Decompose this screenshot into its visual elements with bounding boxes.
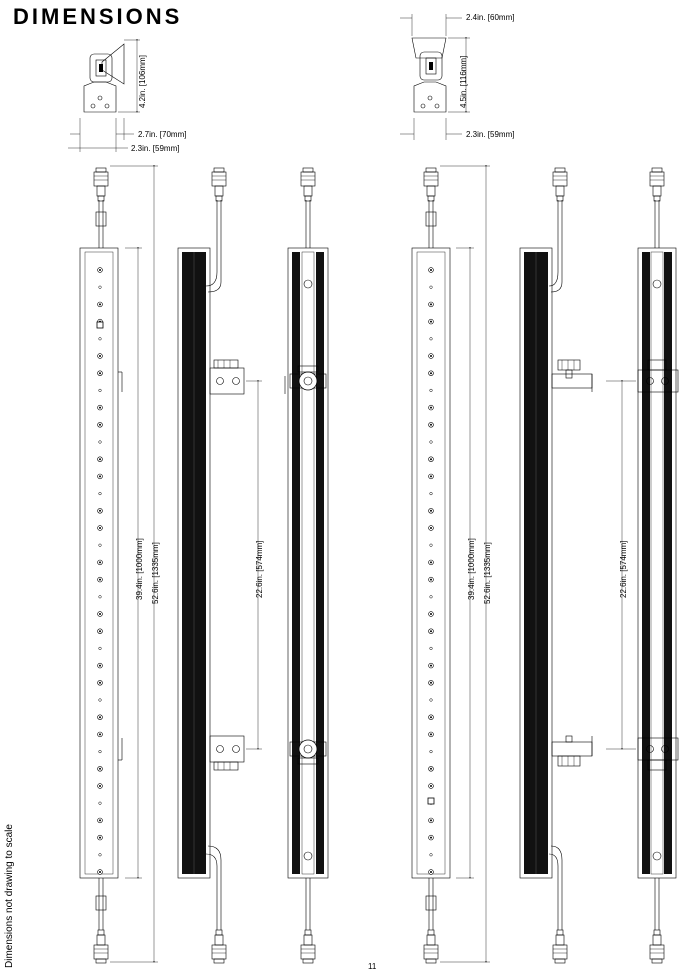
led-marker [99,544,102,547]
led-emitter [429,560,434,565]
left-body-length-label: 39.4in. [1000mm] [135,538,144,600]
right-bracket-height-label: 4.5in. [116mm] [459,55,468,108]
led-emitter [429,302,434,307]
led-marker [430,854,433,857]
led-marker [430,389,433,392]
led-emitter [98,457,103,462]
led-emitter [98,508,103,513]
right-front-view [412,168,450,963]
led-emitter [98,405,103,410]
left-bracket-spacing-label: 22.6in. [574mm] [255,540,264,598]
led-marker [430,699,433,702]
led-emitter [98,818,103,823]
led-emitter [429,629,434,634]
left-back-view [285,168,328,963]
led-emitter [429,715,434,720]
right-bracket-spacing-label: 22.6in. [574mm] [619,540,628,598]
left-total-length-label: 52.6in. [1335mm] [151,542,160,604]
led-emitter [429,663,434,668]
led-marker [99,441,102,444]
led-emitter [429,818,434,823]
right-total-length-label: 52.6in. [1335mm] [483,542,492,604]
led-emitter [98,474,103,479]
led-emitter [429,422,434,427]
led-emitter [98,870,103,875]
page-number: 11 [368,962,377,971]
left-front-view [80,168,122,963]
led-marker [430,750,433,753]
led-emitter [98,784,103,789]
led-emitter [429,508,434,513]
led-emitter [98,560,103,565]
right-back-view [638,168,678,963]
led-marker [99,596,102,599]
led-marker [430,286,433,289]
led-emitter [429,577,434,582]
led-emitter [98,302,103,307]
led-marker [99,802,102,805]
led-marker [99,647,102,650]
right-bracket-top-label: 2.4in. [60mm] [466,13,515,22]
led-emitter [429,371,434,376]
led-marker [99,750,102,753]
led-emitter [429,835,434,840]
led-marker [430,492,433,495]
left-bracket-height-label: 4.2in. [106mm] [138,55,147,108]
led-marker [430,596,433,599]
right-body-length-label: 39.4in. [1000mm] [467,538,476,600]
led-emitter [429,474,434,479]
led-emitter [98,766,103,771]
led-marker [99,338,102,341]
led-emitter [98,663,103,668]
led-marker [99,389,102,392]
left-bracket-depth-label: 2.7in. [70mm] [138,130,187,139]
led-emitter [98,612,103,617]
led-marker [430,441,433,444]
right-bracket-width-label: 2.3in. [59mm] [466,130,515,139]
led-emitter [429,405,434,410]
led-emitter [98,371,103,376]
left-side-view [178,168,244,963]
led-emitter [98,268,103,273]
led-emitter [429,268,434,273]
led-emitter [98,680,103,685]
led-emitter [429,457,434,462]
led-emitter [98,715,103,720]
left-bracket-width-label: 2.3in. [59mm] [131,144,180,153]
led-emitter [429,526,434,531]
led-emitter [98,629,103,634]
led-marker [99,492,102,495]
led-marker [99,854,102,857]
led-marker [99,286,102,289]
led-emitter [429,870,434,875]
right-side-view [520,168,592,963]
led-marker [430,647,433,650]
left-bracket-side-view [68,40,140,152]
led-emitter [429,766,434,771]
led-emitter [429,354,434,359]
led-emitter [98,526,103,531]
led-emitter [98,577,103,582]
led-marker [430,338,433,341]
page-title: DIMENSIONS [13,4,183,29]
led-marker [430,544,433,547]
led-emitter [98,835,103,840]
led-marker [99,699,102,702]
led-emitter [429,612,434,617]
led-emitter [98,354,103,359]
led-emitter [98,422,103,427]
led-emitter [429,784,434,789]
led-emitter [429,680,434,685]
scale-note: Dimensions not drawing to scale [4,824,15,968]
led-emitter [429,319,434,324]
led-emitter [429,732,434,737]
led-emitter [98,732,103,737]
